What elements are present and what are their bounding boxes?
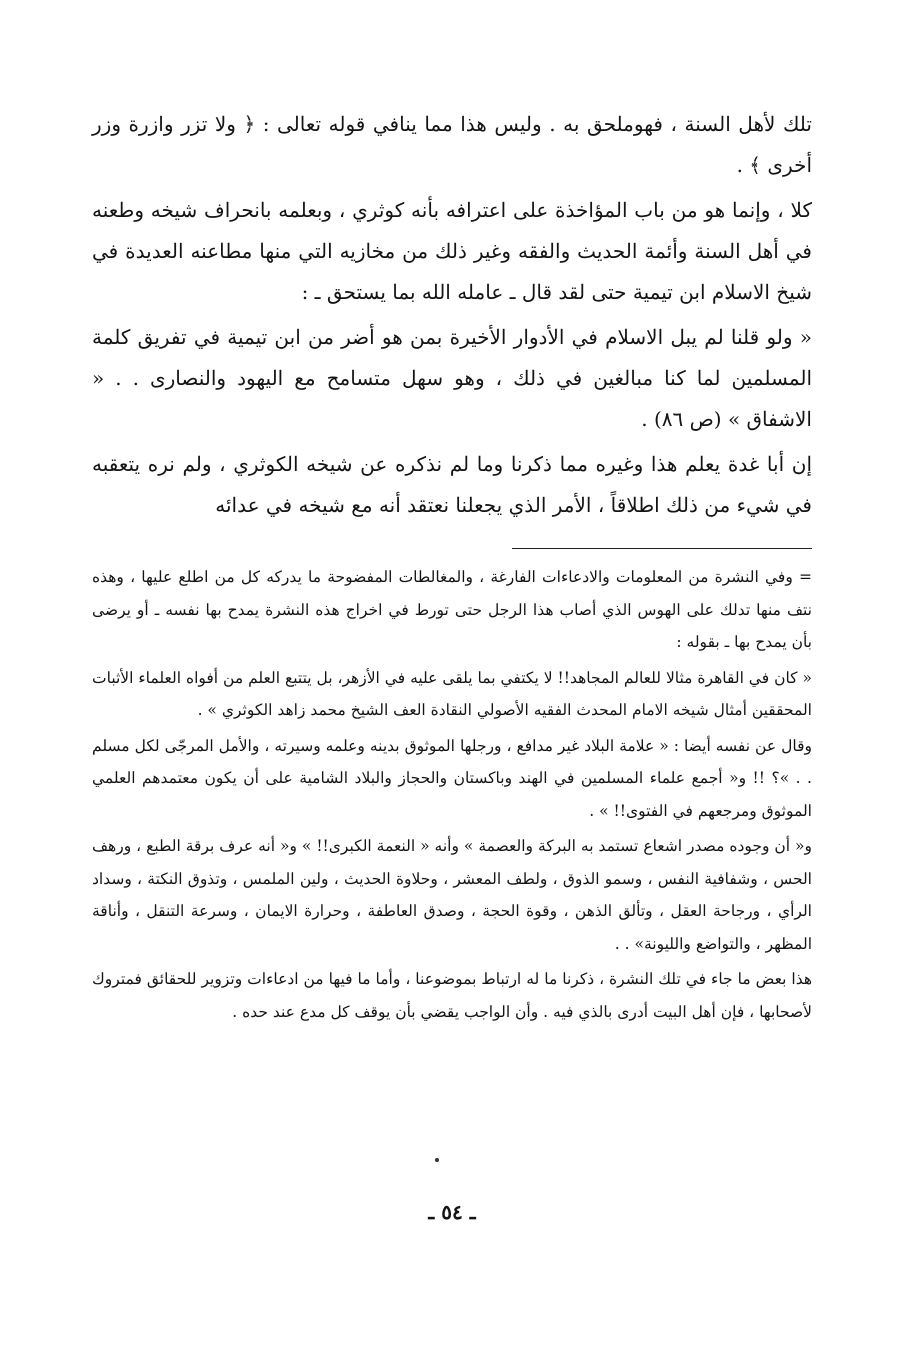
footnote-4: و« أن وجوده مصدر اشعاع تستمد به البركة والعصمة » وأنه « النعمة الكبرى!! » و« أنه عرف برقة الطبع ، ورهف الحس ، وشفافية النفس ، وسمو الذوق ، ولطف المعشر ، وحلاوة الحديث ، ولين الملمس ، وتذوق النكتة ، وسداد الرأي ، ورجاحة العقل ، وتألق الذهن ، وقوة الحجة ، وصدق العاطفة ، وحرارة الايمان ، وسرعة التنقل ، وأناقة المظهر ، والتواضع والليونة» . . xyxy=(92,837,812,953)
page-content xyxy=(92,104,812,1031)
page-number: ـ ٥٤ ـ xyxy=(428,1200,476,1224)
footnotes xyxy=(92,561,812,1028)
footnote-2: « كان في القاهرة مثالا للعالم المجاهد!! لا يكتفي بما يلقى عليه في الأزهر، بل يتتبع العلم من أفواه العلماء الأثبات المحققين أمثال شيخه الامام المحدث الفقيه الأصولي النقادة العف الشيخ محمد زاهد الكوثري » . xyxy=(92,668,812,719)
main-text xyxy=(92,104,812,526)
paragraph-1: تلك لأهل السنة ، فهوملحق به . وليس هذا مما ينافي قوله تعالى : ﴿ ولا تزر وازرة وزر أخرى ﴾ . xyxy=(92,112,812,177)
paragraph-4: إن أبا غدة يعلم هذا وغيره مما ذكرنا وما لم نذكره عن شيخه الكوثري ، ولم نره يتعقبه في شيء من ذلك اطلاقاً ، الأمر الذي يجعلنا نعتقد أنه مع شيخه في عدائه xyxy=(92,452,812,517)
footnote-divider xyxy=(512,548,812,549)
stray-dot xyxy=(435,1158,439,1162)
footnote-1: = وفي النشرة من المعلومات والادعاءات الفارغة ، والمغالطات المفضوحة ما يدركه كل من اطلع عليها ، وهذه نتف منها تدلك على الهوس الذي أصاب هذا الرجل حتى تورط في اخراج هذه النشرة يمدح بها نفسه ـ أو يرضى بأن يمدح بها ـ بقوله : xyxy=(92,568,812,651)
footnote-3: وقال عن نفسه أيضا : « علامة البلاد غير مدافع ، ورجلها الموثوق بدينه وعلمه وسيرته ، والأمل المرجّى لكل مسلم . . »؟ !! و« أجمع علماء المسلمين في الهند وباكستان والحجاز والبلاد الشامية على أن يكون معتمدهم العلمي الموثوق ومرجعهم في الفتوى!! » . xyxy=(92,736,812,820)
paragraph-2: كلا ، وإنما هو من باب المؤاخذة على اعترافه بأنه كوثري ، وبعلمه بانحراف شيخه وطعنه في أهل السنة وأئمة الحديث والفقه وغير ذلك من مخازيه التي منها مطاعنه العديدة في شيخ الاسلام ابن تيمية حتى لقد قال ـ عامله الله بما يستحق ـ : xyxy=(92,198,812,304)
footnote-5: هذا بعض ما جاء في تلك النشرة ، ذكرنا ما له ارتباط بموضوعنا ، وأما ما فيها من ادعاءات وتزوير للحقائق فمتروك لأصحابها ، فإن أهل البيت أدرى بالذي فيه . وأن الواجب يقضي بأن يوقف كل مدع عند حده . xyxy=(92,970,812,1021)
paragraph-3-quote: « ولو قلنا لم يبل الاسلام في الأدوار الأخيرة بمن هو أضر من ابن تيمية في تفريق كلمة المسلمين لما كنا مبالغين في ذلك ، وهو سهل متسامح مع اليهود والنصارى . . « الاشفاق » (ص ٨٦) . xyxy=(92,325,812,431)
